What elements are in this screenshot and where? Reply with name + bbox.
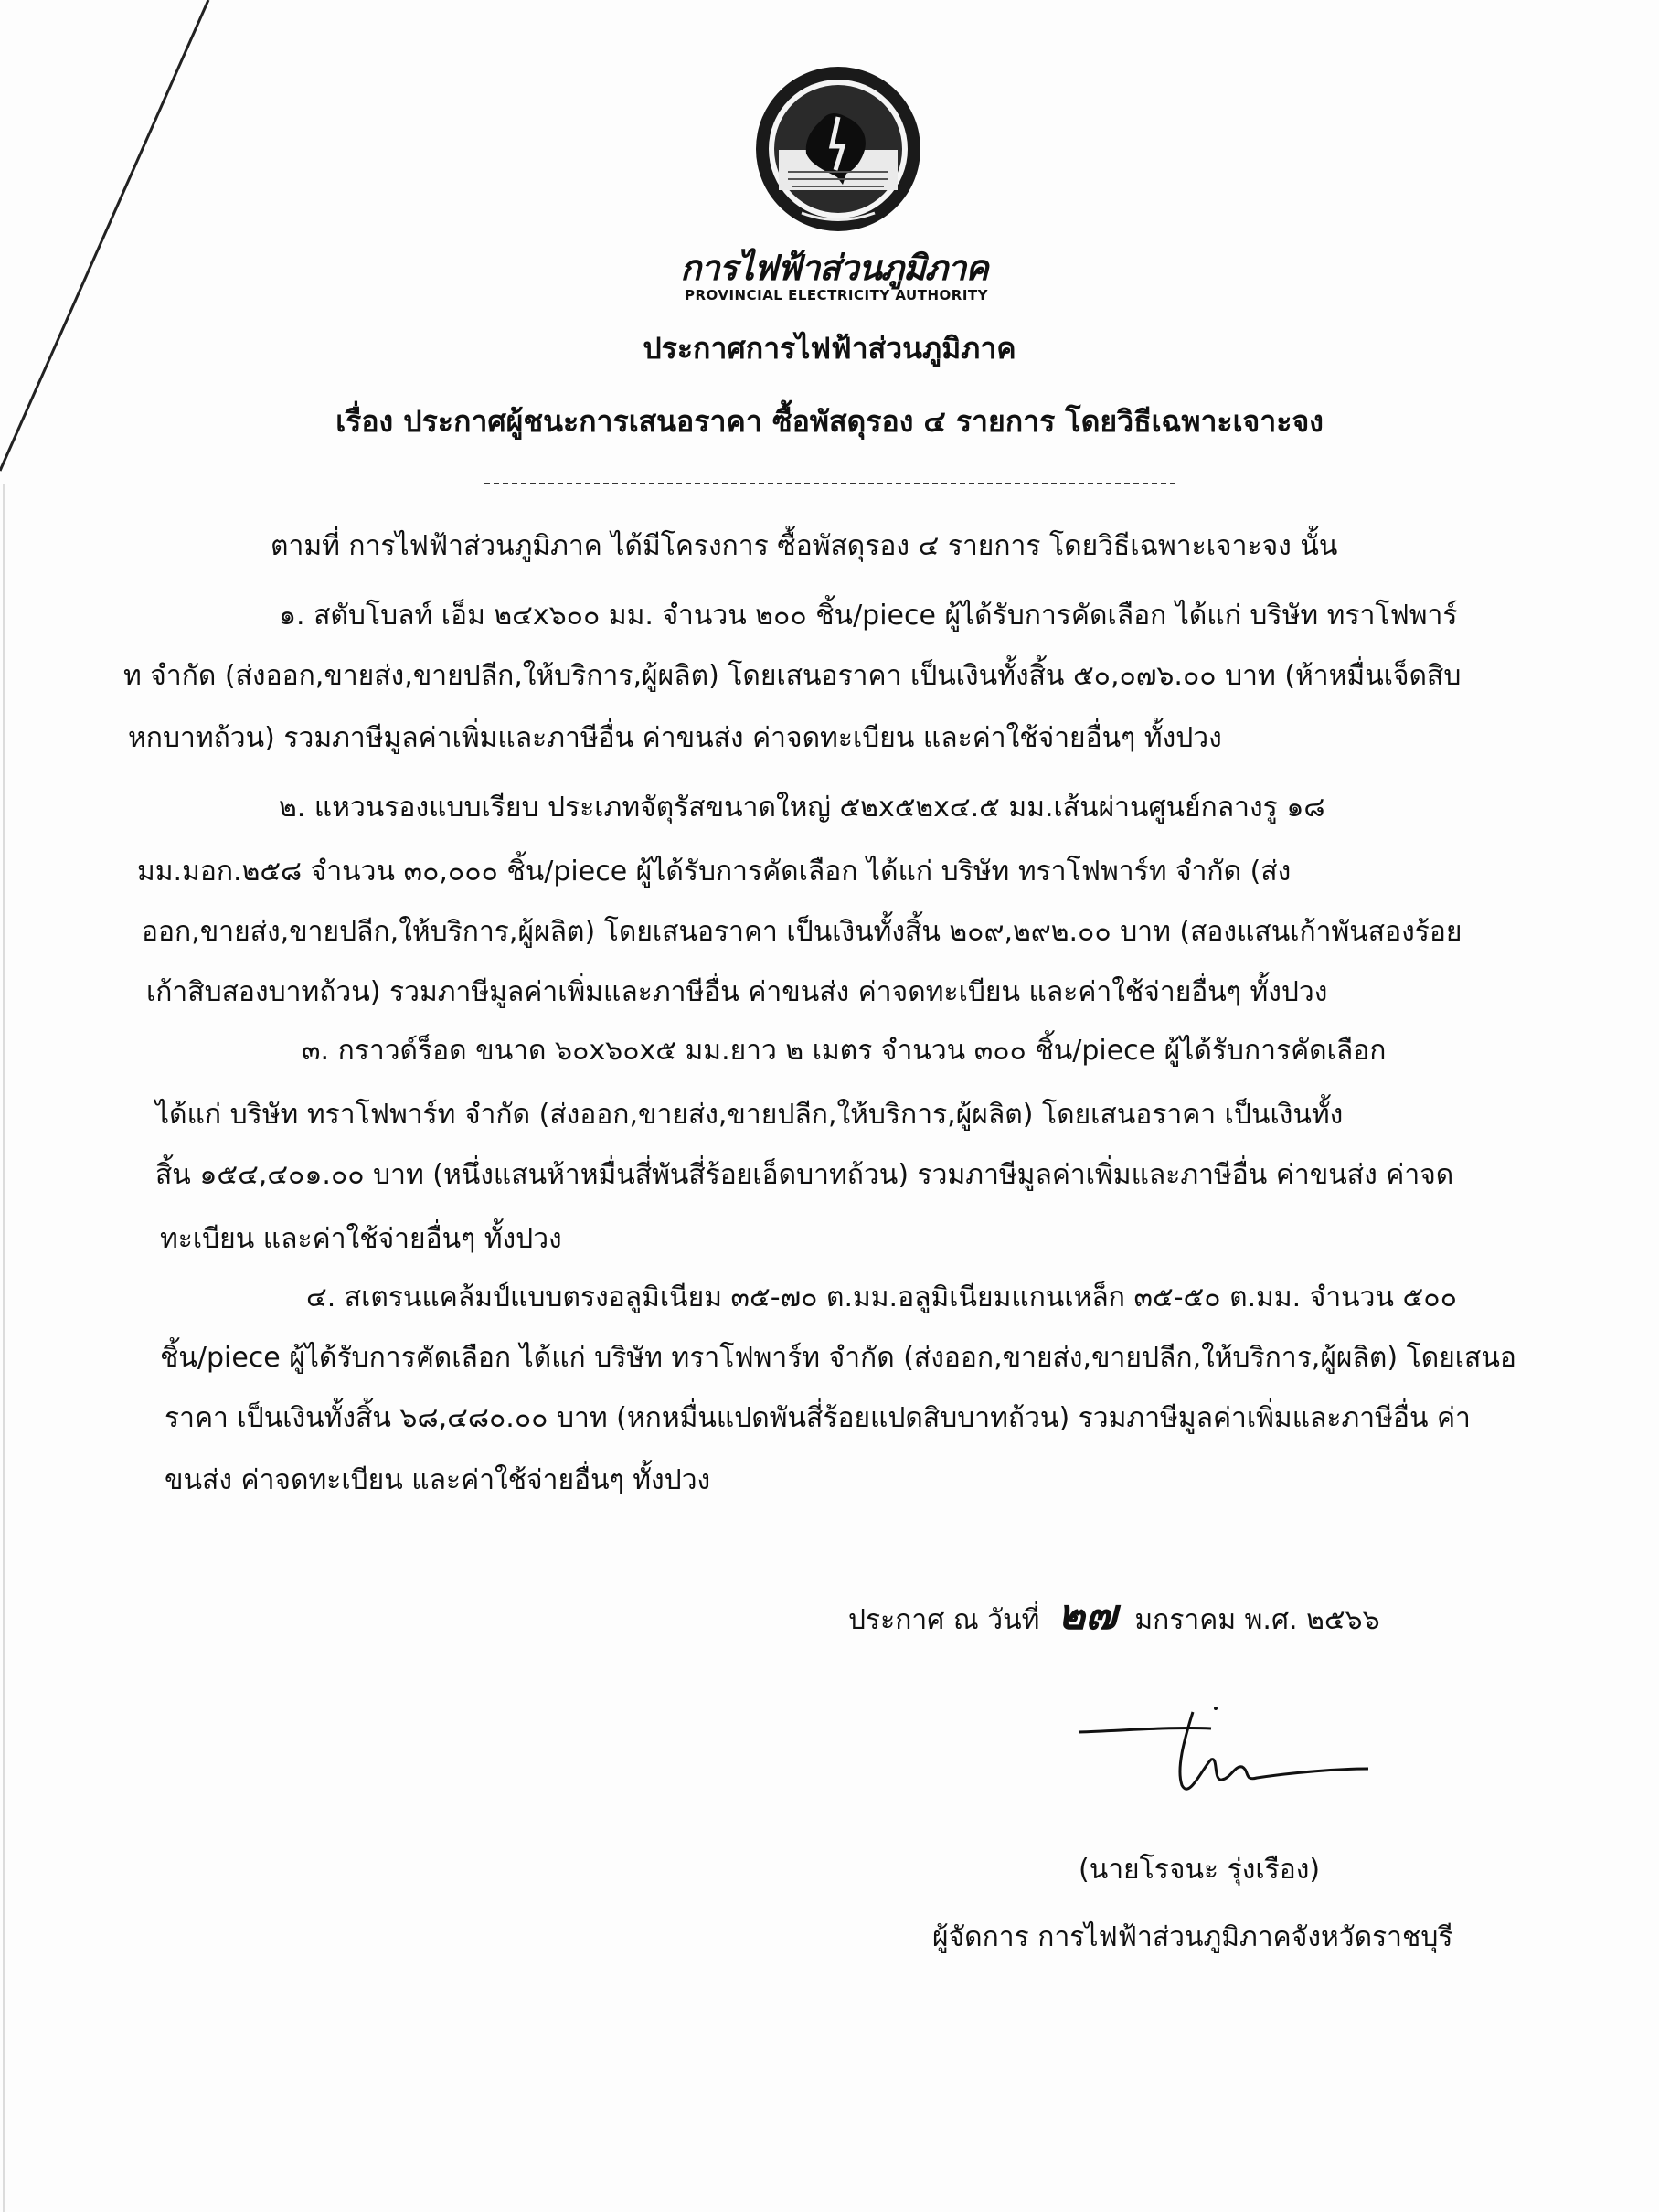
- body-item1-line: ท จำกัด (ส่งออก,ขายส่ง,ขายปลีก,ให้บริการ,ผู้ผลิต) โดยเสนอราคา เป็นเงินทั้งสิ้น ๕๐,๐๗๖.๐๐ บาท (ห้าหมื่นเจ็ดสิบ: [123, 660, 1462, 692]
- divider-line: [484, 483, 1175, 484]
- body-item1-line: หกบาทถ้วน) รวมภาษีมูลค่าเพิ่มและภาษีอื่น ค่าขนส่ง ค่าจดทะเบียน และค่าใช้จ่ายอื่นๆ ทั้งปวง: [128, 722, 1222, 754]
- announcement-subject: เรื่อง ประกาศผู้ชนะการเสนอราคา ซื้อพัสดุรอง ๔ รายการ โดยวิธีเฉพาะเจาะจง: [335, 404, 1324, 439]
- body-item3-line: ๓. กราวด์ร็อด ขนาด ๖๐x๖๐x๕ มม.ยาว ๒ เมตร จำนวน ๓๐๐ ชิ้น/piece ผู้ได้รับการคัดเลือก: [302, 1035, 1387, 1067]
- body-item2-line: มม.มอก.๒๕๘ จำนวน ๓๐,๐๐๐ ชิ้น/piece ผู้ได้รับการคัดเลือก ได้แก่ บริษัท ทราโฟพาร์ท จำกัด (ส่ง: [137, 856, 1292, 888]
- body-item1-line: ๑. สตับโบลท์ เอ็ม ๒๔x๖๐๐ มม. จำนวน ๒๐๐ ชิ้น/piece ผู้ได้รับการคัดเลือก ได้แก่ บริษัท ทราโฟพาร์: [279, 600, 1458, 632]
- body-item2-line: ออก,ขายส่ง,ขายปลีก,ให้บริการ,ผู้ผลิต) โดยเสนอราคา เป็นเงินทั้งสิ้น ๒๐๙,๒๙๒.๐๐ บาท (สองแสนเก้าพันสองร้อย: [142, 916, 1462, 948]
- signatory-position: ผู้จัดการ การไฟฟ้าส่วนภูมิภาคจังหวัดราชบุรี: [932, 1921, 1453, 1953]
- date-suffix: มกราคม พ.ศ. ๒๕๖๖: [1134, 1604, 1380, 1636]
- body-item4-line: ชิ้น/piece ผู้ได้รับการคัดเลือก ได้แก่ บริษัท ทราโฟพาร์ท จำกัด (ส่งออก,ขายส่ง,ขายปลีก,ให้บริการ,ผู้ผลิต) โดยเสนอ: [160, 1342, 1516, 1374]
- body-item4-line: ขนส่ง ค่าจดทะเบียน และค่าใช้จ่ายอื่นๆ ทั้งปวง: [165, 1464, 711, 1496]
- body-intro-line: ตามที่ การไฟฟ้าส่วนภูมิภาค ได้มีโครงการ ซื้อพัสดุรอง ๔ รายการ โดยวิธีเฉพาะเจาะจง นั้น: [271, 530, 1338, 562]
- body-item2-line: ๒. แหวนรองแบบเรียบ ประเภทจัตุรัสขนาดใหญ่ ๕๒x๕๒x๔.๕ มม.เส้นผ่านศูนย์กลางรู ๑๘: [279, 792, 1325, 824]
- body-item4-line: ราคา เป็นเงินทั้งสิ้น ๖๘,๔๘๐.๐๐ บาท (หกหมื่นแปดพันสี่ร้อยแปดสิบบาทถ้วน) รวมภาษีมูลค่าเพิ่มและภาษีอื่น ค่า: [165, 1402, 1471, 1434]
- announcement-title: ประกาศการไฟฟ้าส่วนภูมิภาค: [643, 331, 1016, 366]
- signatory-name: (นายโรจนะ รุ่งเรือง): [1079, 1854, 1321, 1886]
- org-name-english: PROVINCIAL ELECTRICITY AUTHORITY: [684, 287, 989, 303]
- body-item3-line: ได้แก่ บริษัท ทราโฟพาร์ท จำกัด (ส่งออก,ขายส่ง,ขายปลีก,ให้บริการ,ผู้ผลิต) โดยเสนอราคา เป็นเงินทั้ง: [155, 1099, 1344, 1131]
- signature-icon: [1074, 1705, 1376, 1805]
- body-item2-line: เก้าสิบสองบาทถ้วน) รวมภาษีมูลค่าเพิ่มและภาษีอื่น ค่าขนส่ง ค่าจดทะเบียน และค่าใช้จ่ายอื่นๆ ทั้งปวง: [146, 976, 1328, 1008]
- date-day-handwritten: ๒๗: [1057, 1590, 1117, 1639]
- pea-emblem-icon: [751, 62, 925, 236]
- body-item3-line: ทะเบียน และค่าใช้จ่ายอื่นๆ ทั้งปวง: [160, 1223, 562, 1255]
- body-item4-line: ๔. สเตรนแคล้มป์แบบตรงอลูมิเนียม ๓๕-๗๐ ต.มม.อลูมิเนียมแกนเหล็ก ๓๕-๕๐ ต.มม. จำนวน ๕๐๐: [306, 1281, 1457, 1313]
- date-prefix: ประกาศ ณ วันที่: [848, 1604, 1040, 1636]
- org-name-thai: การไฟฟ้าส่วนภูมิภาค: [680, 248, 988, 288]
- body-item3-line: สิ้น ๑๕๔,๔๐๑.๐๐ บาท (หนึ่งแสนห้าหมื่นสี่พันสี่ร้อยเอ็ดบาทถ้วน) รวมภาษีมูลค่าเพิ่มและภาษีอื่น ค่าขนส่ง ค่าจด: [155, 1159, 1454, 1191]
- announcement-date: [848, 1581, 1380, 1648]
